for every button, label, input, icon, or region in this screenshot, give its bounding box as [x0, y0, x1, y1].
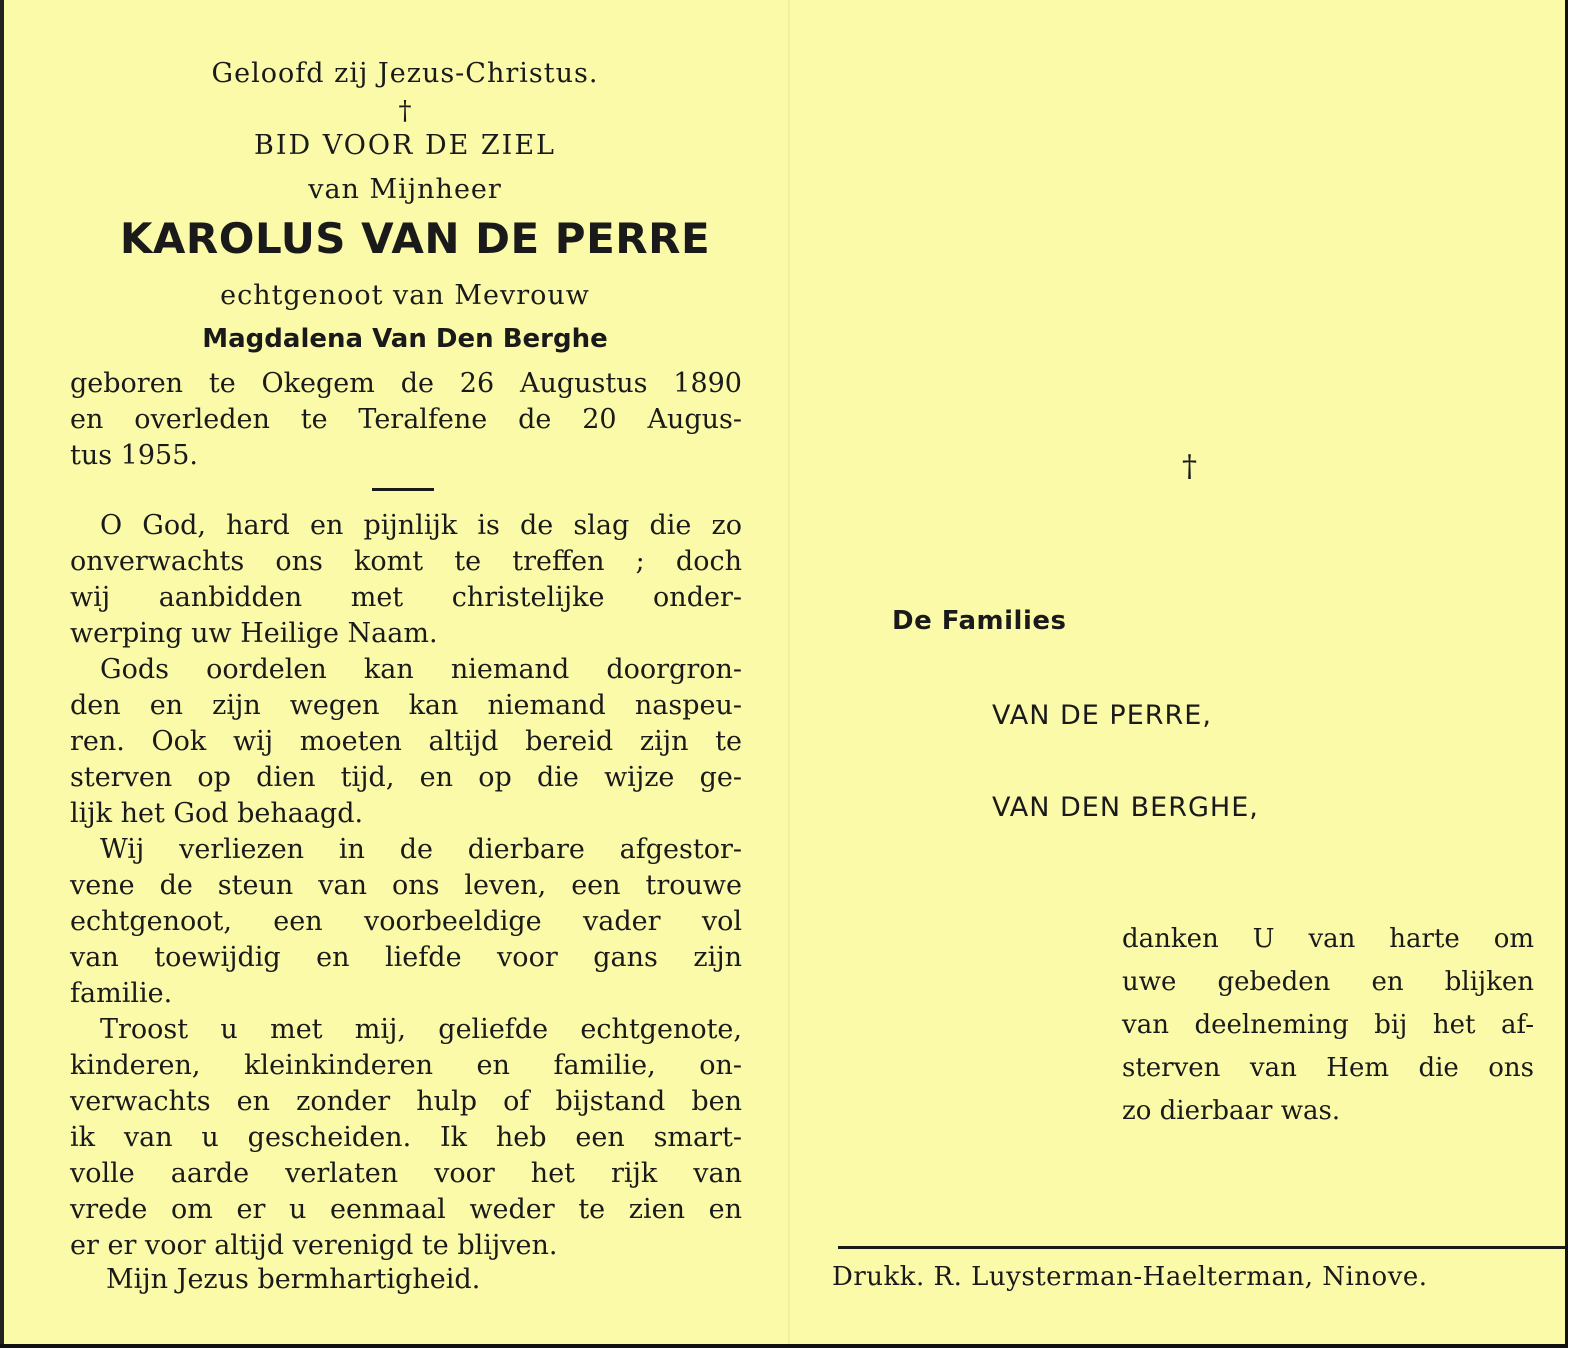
text-line: Troost u met mij, geliefde echtgenote, [100, 1014, 742, 1045]
thanks-line: uwe gebeden en blijken [1122, 967, 1534, 997]
birth-death-block [70, 366, 742, 474]
card-left-edge [0, 0, 4, 1344]
spouse-of: echtgenoot van Mevrouw [220, 280, 590, 311]
card-fold [788, 0, 790, 1344]
text-line: vrede om er u eenmaal weder te zien en [70, 1194, 742, 1225]
text-line: onverwachts ons komt te treffen ; doch [70, 546, 742, 577]
text-line: Wij verliezen in de dierbare afgestor- [100, 834, 742, 865]
thanks-text [1122, 918, 1534, 1133]
text-line: verwachts en zonder hulp of bijstand ben [70, 1086, 742, 1117]
family-name-1: VAN DE PERRE, [992, 700, 1212, 731]
text-line: Gods oordelen kan niemand doorgron- [100, 654, 742, 685]
text-line: familie. [70, 978, 173, 1009]
text-line: O God, hard en pijnlijk is de slag die zo [100, 510, 742, 541]
deceased-name: KAROLUS VAN DE PERRE [119, 214, 711, 263]
text-line: kinderen, kleinkinderen en familie, on- [70, 1050, 742, 1081]
of-mister: van Mijnheer [308, 174, 502, 205]
text-line: den en zijn wegen kan niemand naspeu- [70, 690, 742, 721]
divider-rule [372, 488, 434, 491]
thanks-line: zo dierbaar was. [1122, 1096, 1341, 1126]
death-line: en overleden te Teralfene de 20 Augus- [70, 404, 742, 435]
cross-symbol-right: † [1182, 449, 1197, 484]
birth-line: geboren te Okegem de 26 Augustus 1890 [70, 368, 742, 399]
greeting: Geloofd zij Jezus-Christus. [211, 58, 599, 89]
text-line: van toewijdig en liefde voor gans zijn [70, 942, 742, 973]
text-line: er er voor altijd verenigd te blijven. [70, 1230, 558, 1261]
text-line: echtgenoot, een voorbeeldige vader vol [70, 906, 742, 937]
families-label: De Families [892, 606, 1067, 636]
text-line: wij aanbidden met christelijke onder- [70, 582, 742, 613]
thanks-line: van deelneming bij het af- [1122, 1010, 1534, 1040]
text-line: vene de steun van ons leven, een trouwe [70, 870, 742, 901]
death-line-end: tus 1955. [70, 440, 198, 471]
prayer-text [70, 508, 742, 1264]
printer-credit: Drukk. R. Luysterman-Haelterman, Ninove. [832, 1262, 1428, 1292]
cross-symbol-left: † [398, 96, 412, 126]
text-line: lijk het God behaagd. [70, 798, 364, 829]
thanks-line: danken U van harte om [1122, 924, 1534, 954]
printer-rule [838, 1246, 1568, 1249]
text-line: ik van u gescheiden. Ik heb een smart- [70, 1122, 742, 1153]
text-line: sterven op dien tijd, en op die wijze ge- [70, 762, 742, 793]
prayer-heading: BID VOOR DE ZIEL [254, 130, 556, 161]
thanks-line: sterven van Hem die ons [1122, 1053, 1534, 1083]
text-line: werping uw Heilige Naam. [70, 618, 438, 649]
closing-prayer: Mijn Jezus bermhartigheid. [106, 1264, 481, 1295]
text-line: volle aarde verlaten voor het rijk van [70, 1158, 742, 1189]
spouse-name: Magdalena Van Den Berghe [202, 324, 608, 354]
text-line: ren. Ook wij moeten altijd bereid zijn te [70, 726, 742, 757]
family-name-2: VAN DEN BERGHE, [992, 792, 1259, 823]
